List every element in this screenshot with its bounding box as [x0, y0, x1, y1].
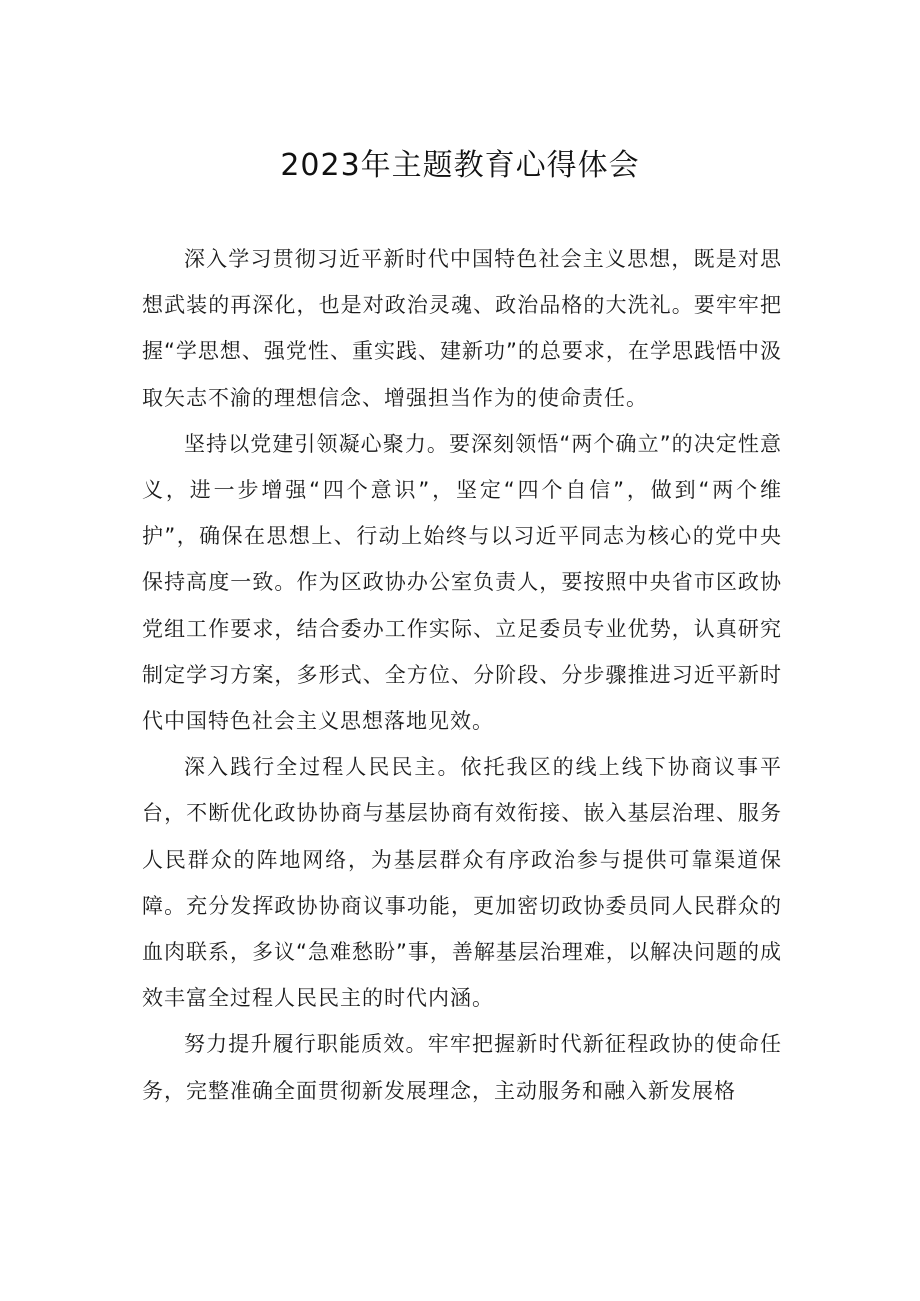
body-paragraph-4: 努力提升履行职能质效。牢牢把握新时代新征程政协的使命任务，完整准确全面贯彻新发展理念，主动服务和融入新发展格	[142, 1032, 782, 1103]
document-body	[142, 236, 782, 1114]
document-title: 2023年主题教育心得体会	[280, 148, 640, 183]
body-paragraph-3: 深入践行全过程人民民主。依托我区的线上线下协商议事平台，不断优化政协协商与基层协商有效衔接、嵌入基层治理、服务人民群众的阵地网络，为基层群众有序政治参与提供可靠渠道保障。充分发挥政协协商议事功能，更加密切政协委员同人民群众的血肉联系，多议“急难愁盼”事，善解基层治理难，以解决问题的成效丰富全过程人民民主的时代内涵。	[142, 755, 782, 1011]
body-paragraph-1: 深入学习贯彻习近平新时代中国特色社会主义思想，既是对思想武装的再深化，也是对政治灵魂、政治品格的大洗礼。要牢牢把握“学思想、强党性、重实践、建新功”的总要求，在学思践悟中汲取矢志不渝的理想信念、增强担当作为的使命责任。	[142, 247, 782, 410]
body-paragraph-2: 坚持以党建引领凝心聚力。要深刻领悟“两个确立”的决定性意义，进一步增强“四个意识”，坚定“四个自信”，做到“两个维护”，确保在思想上、行动上始终与以习近平同志为核心的党中央保持高度一致。作为区政协办公室负责人，要按照中央省市区政协党组工作要求，结合委办工作实际、立足委员专业优势，认真研究制定学习方案，多形式、全方位、分阶段、分步骤推进习近平新时代中国特色社会主义思想落地见效。	[142, 431, 782, 734]
